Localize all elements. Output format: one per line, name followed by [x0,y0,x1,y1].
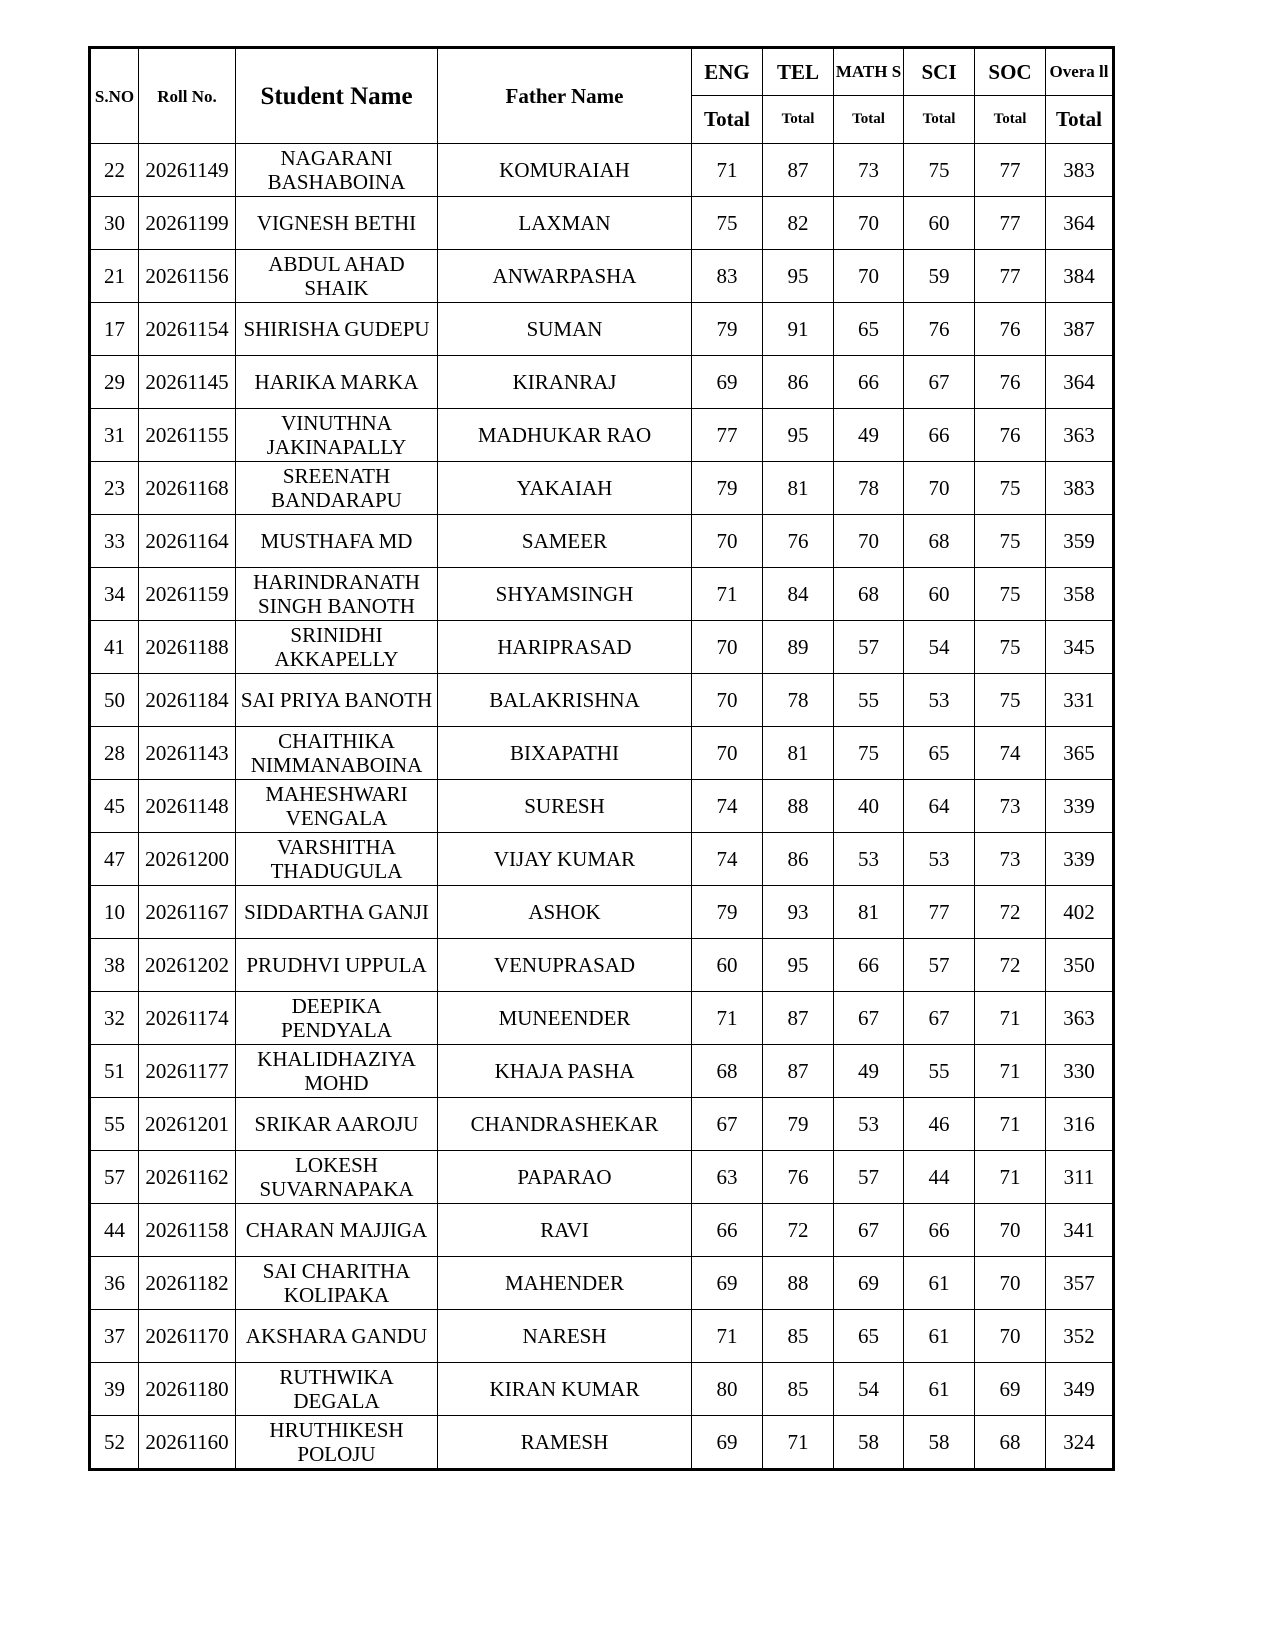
cell-sno: 50 [90,674,139,727]
cell-father-name: ANWARPASHA [438,250,692,303]
cell-student-name: VINUTHNA JAKINAPALLY [236,409,438,462]
cell-soc: 71 [975,1045,1046,1098]
cell-sno: 51 [90,1045,139,1098]
cell-roll-no: 20261159 [139,568,236,621]
table-row [90,886,1114,939]
cell-tel: 82 [763,197,834,250]
cell-maths: 57 [834,621,904,674]
cell-eng: 69 [692,356,763,409]
cell-sci: 55 [904,1045,975,1098]
cell-tel: 85 [763,1310,834,1363]
header-soc: SOC [975,48,1046,96]
table-row [90,1310,1114,1363]
cell-sci: 58 [904,1416,975,1470]
cell-maths: 75 [834,727,904,780]
cell-maths: 40 [834,780,904,833]
table-row [90,1204,1114,1257]
cell-eng: 71 [692,144,763,197]
cell-sci: 61 [904,1257,975,1310]
cell-roll-no: 20261200 [139,833,236,886]
cell-tel: 85 [763,1363,834,1416]
cell-sno: 34 [90,568,139,621]
cell-tel: 84 [763,568,834,621]
table-row [90,780,1114,833]
cell-roll-no: 20261174 [139,992,236,1045]
cell-roll-no: 20261160 [139,1416,236,1470]
cell-maths: 49 [834,1045,904,1098]
cell-soc: 75 [975,568,1046,621]
cell-student-name: VARSHITHA THADUGULA [236,833,438,886]
cell-student-name: SRINIDHI AKKAPELLY [236,621,438,674]
cell-father-name: MAHENDER [438,1257,692,1310]
cell-soc: 77 [975,250,1046,303]
cell-overall: 311 [1046,1151,1114,1204]
cell-father-name: SHYAMSINGH [438,568,692,621]
subheader-soc-total: Total [975,96,1046,144]
table-row [90,1416,1114,1470]
cell-roll-no: 20261201 [139,1098,236,1151]
cell-sno: 17 [90,303,139,356]
cell-eng: 79 [692,303,763,356]
cell-father-name: SURESH [438,780,692,833]
cell-sci: 75 [904,144,975,197]
cell-soc: 76 [975,356,1046,409]
cell-soc: 68 [975,1416,1046,1470]
cell-sno: 38 [90,939,139,992]
cell-sno: 32 [90,992,139,1045]
table-row [90,1363,1114,1416]
cell-overall: 330 [1046,1045,1114,1098]
cell-tel: 93 [763,886,834,939]
cell-overall: 357 [1046,1257,1114,1310]
cell-tel: 87 [763,992,834,1045]
subheader-tel-total: Total [763,96,834,144]
header-sno: S.NO [90,48,139,144]
cell-sci: 60 [904,568,975,621]
cell-student-name: SAI CHARITHA KOLIPAKA [236,1257,438,1310]
table-row [90,992,1114,1045]
header-father-name: Father Name [438,48,692,144]
cell-sci: 64 [904,780,975,833]
cell-father-name: BALAKRISHNA [438,674,692,727]
cell-maths: 67 [834,992,904,1045]
cell-father-name: KIRANRAJ [438,356,692,409]
cell-overall: 339 [1046,833,1114,886]
subheader-maths-total: Total [834,96,904,144]
cell-roll-no: 20261143 [139,727,236,780]
header-student-name: Student Name [236,48,438,144]
cell-student-name: SHIRISHA GUDEPU [236,303,438,356]
table-row [90,250,1114,303]
cell-eng: 71 [692,1310,763,1363]
table-row [90,144,1114,197]
cell-soc: 75 [975,621,1046,674]
cell-soc: 72 [975,939,1046,992]
cell-eng: 83 [692,250,763,303]
table-row [90,1257,1114,1310]
cell-maths: 70 [834,250,904,303]
header-tel: TEL [763,48,834,96]
cell-sno: 45 [90,780,139,833]
cell-sci: 66 [904,409,975,462]
cell-eng: 70 [692,674,763,727]
cell-sno: 41 [90,621,139,674]
cell-student-name: SIDDARTHA GANJI [236,886,438,939]
cell-overall: 324 [1046,1416,1114,1470]
cell-overall: 350 [1046,939,1114,992]
cell-student-name: HARINDRANATH SINGH BANOTH [236,568,438,621]
cell-soc: 75 [975,462,1046,515]
cell-student-name: LOKESH SUVARNAPAKA [236,1151,438,1204]
cell-tel: 81 [763,727,834,780]
cell-sno: 29 [90,356,139,409]
cell-father-name: HARIPRASAD [438,621,692,674]
cell-roll-no: 20261184 [139,674,236,727]
cell-maths: 67 [834,1204,904,1257]
cell-sno: 44 [90,1204,139,1257]
cell-sno: 47 [90,833,139,886]
cell-tel: 76 [763,515,834,568]
cell-student-name: DEEPIKA PENDYALA [236,992,438,1045]
cell-student-name: HARIKA MARKA [236,356,438,409]
cell-father-name: KIRAN KUMAR [438,1363,692,1416]
cell-overall: 363 [1046,409,1114,462]
cell-father-name: RAVI [438,1204,692,1257]
cell-student-name: PRUDHVI UPPULA [236,939,438,992]
cell-sci: 53 [904,833,975,886]
cell-student-name: NAGARANI BASHABOINA [236,144,438,197]
cell-father-name: MADHUKAR RAO [438,409,692,462]
cell-eng: 74 [692,780,763,833]
cell-soc: 76 [975,409,1046,462]
table-row [90,727,1114,780]
cell-sno: 57 [90,1151,139,1204]
cell-sno: 52 [90,1416,139,1470]
cell-father-name: MUNEENDER [438,992,692,1045]
cell-soc: 70 [975,1204,1046,1257]
cell-student-name: MAHESHWARI VENGALA [236,780,438,833]
cell-roll-no: 20261149 [139,144,236,197]
cell-roll-no: 20261145 [139,356,236,409]
cell-soc: 73 [975,833,1046,886]
cell-maths: 57 [834,1151,904,1204]
cell-father-name: LAXMAN [438,197,692,250]
cell-tel: 89 [763,621,834,674]
cell-sno: 37 [90,1310,139,1363]
table-body [90,144,1114,1470]
cell-eng: 79 [692,462,763,515]
cell-soc: 77 [975,197,1046,250]
cell-overall: 349 [1046,1363,1114,1416]
cell-roll-no: 20261164 [139,515,236,568]
cell-roll-no: 20261180 [139,1363,236,1416]
cell-sci: 53 [904,674,975,727]
table-row [90,674,1114,727]
cell-student-name: SREENATH BANDARAPU [236,462,438,515]
cell-eng: 69 [692,1416,763,1470]
cell-soc: 71 [975,1151,1046,1204]
cell-overall: 358 [1046,568,1114,621]
cell-maths: 49 [834,409,904,462]
cell-maths: 65 [834,303,904,356]
cell-overall: 383 [1046,462,1114,515]
cell-sci: 46 [904,1098,975,1151]
cell-overall: 363 [1046,992,1114,1045]
cell-tel: 95 [763,250,834,303]
cell-father-name: RAMESH [438,1416,692,1470]
cell-roll-no: 20261188 [139,621,236,674]
subheader-overall-total: Total [1046,96,1114,144]
cell-eng: 75 [692,197,763,250]
cell-eng: 66 [692,1204,763,1257]
cell-maths: 65 [834,1310,904,1363]
cell-overall: 402 [1046,886,1114,939]
table-row [90,197,1114,250]
cell-tel: 87 [763,144,834,197]
cell-overall: 352 [1046,1310,1114,1363]
cell-father-name: SAMEER [438,515,692,568]
cell-overall: 364 [1046,356,1114,409]
cell-overall: 331 [1046,674,1114,727]
cell-roll-no: 20261177 [139,1045,236,1098]
cell-student-name: MUSTHAFA MD [236,515,438,568]
header-overall: Overa ll [1046,48,1114,96]
cell-maths: 70 [834,197,904,250]
cell-maths: 55 [834,674,904,727]
cell-tel: 81 [763,462,834,515]
cell-student-name: ABDUL AHAD SHAIK [236,250,438,303]
cell-student-name: CHAITHIKA NIMMANABOINA [236,727,438,780]
header-eng: ENG [692,48,763,96]
cell-father-name: YAKAIAH [438,462,692,515]
cell-sci: 67 [904,356,975,409]
cell-soc: 70 [975,1310,1046,1363]
cell-overall: 339 [1046,780,1114,833]
cell-eng: 60 [692,939,763,992]
cell-father-name: ASHOK [438,886,692,939]
cell-maths: 81 [834,886,904,939]
cell-soc: 74 [975,727,1046,780]
cell-tel: 87 [763,1045,834,1098]
cell-maths: 53 [834,833,904,886]
cell-eng: 70 [692,727,763,780]
cell-sno: 28 [90,727,139,780]
cell-sci: 60 [904,197,975,250]
cell-overall: 359 [1046,515,1114,568]
cell-student-name: VIGNESH BETHI [236,197,438,250]
cell-roll-no: 20261154 [139,303,236,356]
cell-maths: 69 [834,1257,904,1310]
cell-soc: 69 [975,1363,1046,1416]
cell-eng: 69 [692,1257,763,1310]
cell-soc: 76 [975,303,1046,356]
cell-eng: 68 [692,1045,763,1098]
cell-soc: 72 [975,886,1046,939]
subheader-eng-total: Total [692,96,763,144]
cell-roll-no: 20261202 [139,939,236,992]
cell-sci: 59 [904,250,975,303]
cell-tel: 72 [763,1204,834,1257]
cell-soc: 70 [975,1257,1046,1310]
cell-father-name: PAPARAO [438,1151,692,1204]
cell-sno: 22 [90,144,139,197]
cell-sci: 68 [904,515,975,568]
cell-sno: 33 [90,515,139,568]
cell-maths: 68 [834,568,904,621]
cell-sno: 30 [90,197,139,250]
cell-roll-no: 20261155 [139,409,236,462]
cell-tel: 86 [763,356,834,409]
cell-soc: 75 [975,515,1046,568]
cell-maths: 78 [834,462,904,515]
cell-maths: 53 [834,1098,904,1151]
cell-sci: 67 [904,992,975,1045]
cell-roll-no: 20261199 [139,197,236,250]
cell-roll-no: 20261167 [139,886,236,939]
cell-soc: 77 [975,144,1046,197]
cell-father-name: KHAJA PASHA [438,1045,692,1098]
cell-eng: 63 [692,1151,763,1204]
cell-tel: 86 [763,833,834,886]
cell-soc: 71 [975,992,1046,1045]
cell-maths: 58 [834,1416,904,1470]
cell-father-name: VENUPRASAD [438,939,692,992]
cell-overall: 364 [1046,197,1114,250]
cell-tel: 78 [763,674,834,727]
cell-eng: 70 [692,621,763,674]
header-sci: SCI [904,48,975,96]
cell-student-name: RUTHWIKA DEGALA [236,1363,438,1416]
cell-student-name: CHARAN MAJJIGA [236,1204,438,1257]
cell-student-name: HRUTHIKESH POLOJU [236,1416,438,1470]
table-row [90,462,1114,515]
cell-sno: 55 [90,1098,139,1151]
cell-student-name: KHALIDHAZIYA MOHD [236,1045,438,1098]
cell-maths: 66 [834,939,904,992]
cell-tel: 88 [763,1257,834,1310]
cell-eng: 80 [692,1363,763,1416]
cell-sci: 76 [904,303,975,356]
cell-sci: 77 [904,886,975,939]
cell-tel: 91 [763,303,834,356]
cell-soc: 71 [975,1098,1046,1151]
table-row [90,1045,1114,1098]
cell-overall: 345 [1046,621,1114,674]
cell-overall: 384 [1046,250,1114,303]
table-row [90,1098,1114,1151]
cell-maths: 70 [834,515,904,568]
cell-sci: 57 [904,939,975,992]
cell-sci: 66 [904,1204,975,1257]
cell-maths: 54 [834,1363,904,1416]
cell-roll-no: 20261156 [139,250,236,303]
table-row [90,1151,1114,1204]
table-row [90,939,1114,992]
cell-father-name: VIJAY KUMAR [438,833,692,886]
cell-father-name: SUMAN [438,303,692,356]
cell-maths: 66 [834,356,904,409]
cell-roll-no: 20261148 [139,780,236,833]
cell-father-name: KOMURAIAH [438,144,692,197]
cell-sci: 61 [904,1310,975,1363]
table-row [90,409,1114,462]
cell-sci: 61 [904,1363,975,1416]
cell-overall: 341 [1046,1204,1114,1257]
cell-tel: 76 [763,1151,834,1204]
cell-tel: 71 [763,1416,834,1470]
cell-tel: 95 [763,409,834,462]
cell-student-name: SAI PRIYA BANOTH [236,674,438,727]
cell-maths: 73 [834,144,904,197]
cell-student-name: AKSHARA GANDU [236,1310,438,1363]
cell-soc: 73 [975,780,1046,833]
cell-overall: 316 [1046,1098,1114,1151]
header-roll-no: Roll No. [139,48,236,144]
table-row [90,303,1114,356]
cell-roll-no: 20261158 [139,1204,236,1257]
cell-roll-no: 20261168 [139,462,236,515]
header-maths: MATH S [834,48,904,96]
cell-sno: 10 [90,886,139,939]
cell-sno: 39 [90,1363,139,1416]
cell-eng: 79 [692,886,763,939]
cell-roll-no: 20261170 [139,1310,236,1363]
cell-father-name: CHANDRASHEKAR [438,1098,692,1151]
cell-overall: 387 [1046,303,1114,356]
cell-father-name: NARESH [438,1310,692,1363]
cell-overall: 365 [1046,727,1114,780]
table-row [90,356,1114,409]
cell-sci: 54 [904,621,975,674]
cell-eng: 67 [692,1098,763,1151]
cell-sci: 65 [904,727,975,780]
cell-tel: 79 [763,1098,834,1151]
cell-sno: 31 [90,409,139,462]
cell-eng: 74 [692,833,763,886]
cell-student-name: SRIKAR AAROJU [236,1098,438,1151]
cell-tel: 88 [763,780,834,833]
table-row [90,621,1114,674]
cell-eng: 71 [692,568,763,621]
cell-sci: 70 [904,462,975,515]
cell-eng: 70 [692,515,763,568]
cell-sno: 23 [90,462,139,515]
cell-roll-no: 20261162 [139,1151,236,1204]
cell-sno: 36 [90,1257,139,1310]
cell-eng: 71 [692,992,763,1045]
table-row [90,568,1114,621]
subheader-sci-total: Total [904,96,975,144]
cell-father-name: BIXAPATHI [438,727,692,780]
cell-overall: 383 [1046,144,1114,197]
cell-soc: 75 [975,674,1046,727]
table-row [90,833,1114,886]
cell-roll-no: 20261182 [139,1257,236,1310]
cell-sno: 21 [90,250,139,303]
student-marks-table [88,46,1115,1471]
table-row [90,515,1114,568]
cell-sci: 44 [904,1151,975,1204]
cell-tel: 95 [763,939,834,992]
cell-eng: 77 [692,409,763,462]
